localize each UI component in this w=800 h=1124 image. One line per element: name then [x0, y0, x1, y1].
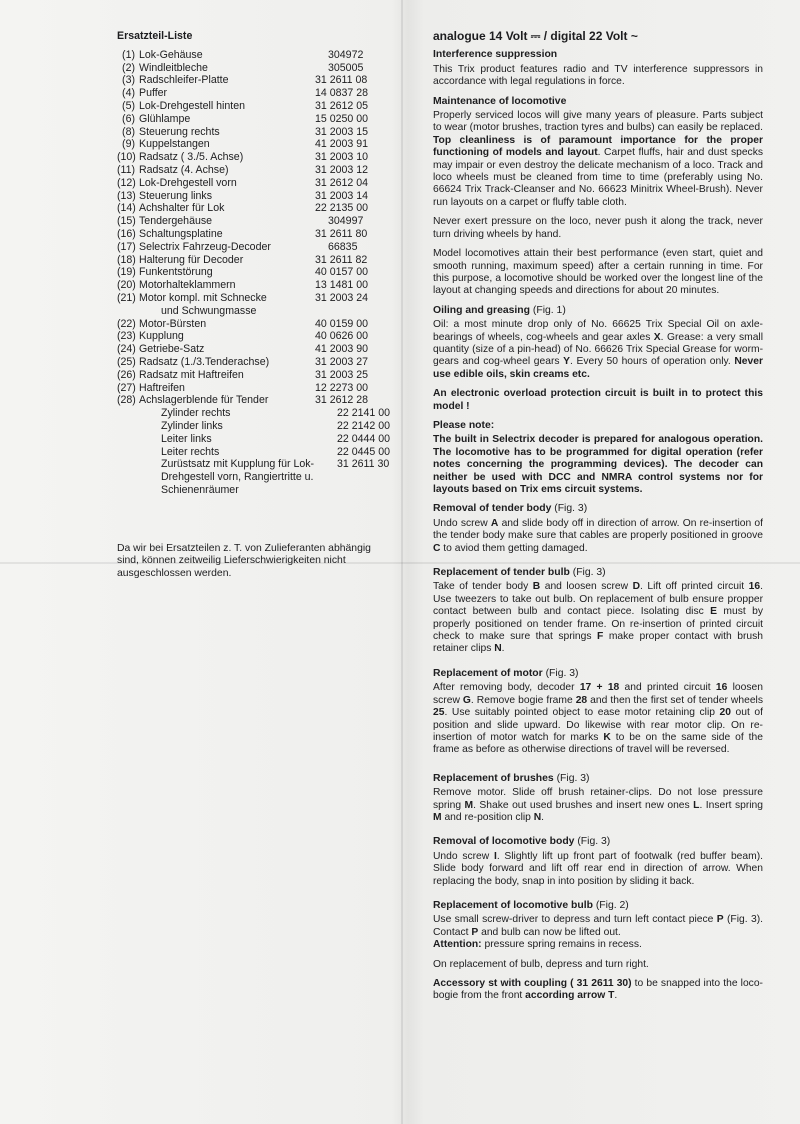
part-article-number: 31 2003 14	[315, 189, 369, 202]
part-article-number: 304997	[328, 215, 364, 228]
interference-heading: Interference suppression	[433, 49, 558, 61]
parts-list-item	[117, 151, 407, 164]
part-number: (12)	[117, 176, 136, 189]
part-name: Halterung für Decoder	[139, 253, 244, 266]
tender-body-heading: Removal of tender body (Fig. 3)	[433, 503, 588, 515]
part-name: Windleitbleche	[139, 61, 208, 74]
part-name: und Schwungmasse	[161, 304, 257, 317]
part-number	[117, 433, 139, 446]
part-name: Leiter rechts	[161, 445, 220, 458]
brushes-heading: Replacement of brushes (Fig. 3)	[433, 772, 590, 784]
part-number: (16)	[117, 227, 136, 240]
oiling-heading: Oiling and greasing (Fig. 1)	[433, 304, 566, 316]
part-name: Radschleifer-Platte	[139, 74, 229, 87]
parts-list-item	[117, 343, 407, 356]
attention-label: Attention:	[433, 939, 482, 951]
cleanliness-emphasis: Top cleanliness is of paramount importance for the proper functioning of models and layout	[433, 134, 763, 159]
part-name: Puffer	[139, 87, 168, 100]
parts-list-item	[117, 433, 407, 446]
parts-list-item	[117, 164, 407, 177]
part-name: Motor kompl. mit Schnecke	[139, 291, 267, 304]
parts-list	[117, 49, 407, 497]
part-number: (1)	[122, 48, 135, 61]
part-article-number: 22 2135 00	[315, 202, 369, 215]
part-number: (26)	[117, 368, 136, 381]
tender-bulb-heading: Replacement of tender bulb (Fig. 3)	[433, 567, 606, 579]
loco-body-heading: Removal of locomotive body (Fig. 3)	[433, 836, 611, 848]
part-number: (21)	[117, 291, 136, 304]
part-number: (15)	[117, 215, 136, 228]
parts-list-item	[117, 471, 407, 484]
part-article-number: 304972	[328, 48, 364, 61]
parts-list-item	[117, 62, 407, 75]
part-name: Zylinder links	[161, 419, 223, 432]
part-number: (6)	[122, 112, 135, 125]
part-name: Radsatz mit Haftreifen	[139, 368, 244, 381]
part-name: Drehgestell vorn, Rangiertritte u.	[161, 471, 314, 484]
parts-list-item	[117, 318, 407, 331]
loco-bulb-text: Use small screw-driver to depress and turn left contact piece P (Fig. 3). Contact P and bulb can now be lifted out. Attention: pressure spring remains in recess.	[433, 914, 763, 951]
parts-list-item	[117, 241, 407, 254]
parts-list-item	[117, 279, 407, 292]
part-article-number: 40 0157 00	[315, 266, 369, 279]
parts-list-item	[117, 369, 407, 382]
part-article-number: 41 2003 90	[315, 343, 369, 356]
parts-list-item	[117, 49, 407, 62]
part-name: Achslagerblende für Tender	[139, 394, 269, 407]
part-number: (18)	[117, 253, 136, 266]
parts-list-item	[117, 190, 407, 203]
part-name: Achshalter für Lok	[139, 202, 225, 215]
parts-list-item	[117, 394, 407, 407]
part-number: (2)	[122, 61, 135, 74]
part-article-number: 31 2003 27	[315, 355, 369, 368]
part-number	[117, 407, 139, 420]
part-number	[117, 471, 139, 484]
part-number: (20)	[117, 279, 136, 292]
parts-list-item	[117, 228, 407, 241]
part-number: (24)	[117, 343, 136, 356]
overload-notice: An electronic overload protection circuit is built in to protect this model !	[433, 388, 763, 412]
part-article-number: 12 2273 00	[315, 381, 369, 394]
part-article-number: 40 0626 00	[315, 330, 369, 343]
parts-list-item	[117, 446, 407, 459]
part-article-number: 22 0444 00	[337, 432, 391, 445]
supply-note: Da wir bei Ersatzteilen z. T. von Zulieferanten abhängig sind, können zeitweilig Lieferschwierigkeiten nicht ausgeschlossen werden.	[117, 542, 371, 580]
maintenance-paragraph-3: Model locomotives attain their best performance (even start, quiet and smooth running, maximum speed) after a certain running in time. For this purpose, a locomotive should be worked over the longest line of the layout at changing speeds and directions for about 20 minutes.	[433, 248, 763, 297]
part-name: Radsatz (1./3.Tenderachse)	[139, 355, 270, 368]
part-article-number: 31 2612 28	[315, 394, 369, 407]
part-number: (5)	[122, 99, 135, 112]
parts-list-item	[117, 177, 407, 190]
part-name: Zylinder rechts	[161, 407, 231, 420]
part-number	[117, 484, 139, 497]
part-article-number: 13 1481 00	[315, 279, 369, 292]
parts-list-item	[117, 266, 407, 279]
tender-body-text: Undo screw A and slide body off in direction of arrow. On re-insertion of the tender body make sure that cables are properly positioned in groove C to aviod them getting damaged.	[433, 517, 763, 554]
part-article-number: 41 2003 91	[315, 138, 369, 151]
parts-list-item	[117, 126, 407, 139]
oiling-text: Oil: a most minute drop only of No. 66625 Trix Special Oil on axle-bearings of wheels, cog-wheels and gear axles X. Grease: a very small quantity (size of a pin-head) of No. 66626 Trix Special Grease for worm-gears and cog-wheel gears Y. Every 50 hours of operation only. Never use edible oils, skin creams etc.	[433, 319, 764, 380]
maintenance-heading: Maintenance of locomotive	[433, 95, 567, 107]
part-article-number: 22 2141 00	[337, 407, 391, 420]
part-number	[117, 420, 139, 433]
part-article-number: 22 0445 00	[337, 445, 391, 458]
part-name: Lok-Drehgestell vorn	[139, 176, 237, 189]
part-number: (14)	[117, 202, 136, 215]
part-name: Leiter links	[161, 432, 212, 445]
part-article-number: 31 2611 80	[315, 227, 368, 240]
part-number: (13)	[117, 189, 136, 202]
parts-list-item	[117, 254, 407, 267]
parts-list-item	[117, 330, 407, 343]
parts-list-item	[117, 113, 407, 126]
part-name: Radsatz ( 3./5. Achse)	[139, 151, 244, 164]
part-number: (9)	[122, 138, 135, 151]
loco-bulb-replace-text: On replacement of bulb, depress and turn right.	[433, 958, 649, 970]
part-name: Zurüstsatz mit Kupplung für Lok-	[161, 458, 315, 471]
part-article-number: 31 2611 82	[315, 253, 368, 266]
part-name: Lok-Gehäuse	[139, 48, 203, 61]
part-article-number: 31 2612 05	[315, 99, 369, 112]
parts-list-item	[117, 138, 407, 151]
please-note-heading: Please note:	[433, 419, 495, 431]
part-name: Kupplung	[139, 330, 184, 343]
part-name: Getriebe-Satz	[139, 343, 205, 356]
parts-list-section	[117, 30, 407, 581]
parts-list-title: Ersatzteil-Liste	[117, 30, 193, 42]
parts-list-item	[117, 87, 407, 100]
voltage-title: analogue 14 Volt ⎓ / digital 22 Volt ~	[433, 29, 638, 43]
part-article-number: 31 2611 30	[337, 458, 390, 471]
part-number	[117, 305, 139, 318]
parts-list-item	[117, 420, 407, 433]
part-article-number: 31 2003 25	[315, 368, 369, 381]
part-number	[117, 446, 139, 459]
part-number: (10)	[117, 151, 136, 164]
parts-list-item	[117, 458, 407, 471]
part-name: Steuerung links	[139, 189, 213, 202]
part-article-number: 31 2612 04	[315, 176, 369, 189]
parts-list-item	[117, 215, 407, 228]
parts-list-item	[117, 407, 407, 420]
loco-bulb-heading: Replacement of locomotive bulb (Fig. 2)	[433, 899, 629, 911]
part-name: Radsatz (4. Achse)	[139, 163, 229, 176]
part-number: (4)	[122, 87, 135, 100]
brushes-text: Remove motor. Slide off brush retainer-clips. Do not lose pressure spring M. Shake out used brushes and insert new ones L. Insert spring M and re-position clip N.	[433, 787, 764, 823]
part-number	[117, 458, 139, 471]
part-article-number: 31 2003 24	[315, 291, 369, 304]
part-article-number: 40 0159 00	[315, 317, 369, 330]
part-number: (19)	[117, 266, 136, 279]
part-number: (11)	[117, 163, 136, 176]
part-number: (28)	[117, 394, 136, 407]
part-article-number: 22 2142 00	[337, 419, 391, 432]
part-article-number: 14 0837 28	[315, 87, 369, 100]
parts-list-item	[117, 100, 407, 113]
part-number: (22)	[117, 317, 136, 330]
part-name: Motor-Bürsten	[139, 317, 207, 330]
part-article-number: 66835	[328, 240, 358, 253]
part-article-number: 305005	[328, 61, 364, 74]
part-number: (8)	[122, 125, 135, 138]
part-name: Schaltungsplatine	[139, 227, 223, 240]
part-name: Motorhalteklammern	[139, 279, 236, 292]
part-name: Steuerung rechts	[139, 125, 220, 138]
parts-list-item	[117, 382, 407, 395]
maintenance-paragraph-2: Never exert pressure on the loco, never push it along the track, never turn driving wheels by hand.	[433, 216, 763, 240]
part-number: (17)	[117, 240, 136, 253]
part-article-number: 31 2003 12	[315, 163, 369, 176]
part-name: Haftreifen	[139, 381, 185, 394]
parts-list-item	[117, 484, 407, 497]
loco-body-text: Undo screw I. Slightly lift up front part of footwalk (red buffer beam). Slide body forward and lift off rear end in direction of arrow. When replacing the body, snap in into position by sliding it back.	[433, 850, 763, 887]
parts-list-item	[117, 292, 407, 305]
instructions-section	[433, 30, 763, 1010]
tender-bulb-text: Take of tender body B and loosen screw D. Lift off printed circuit 16. Use tweezers to take out bulb. On replacement of bulb ensure propper contact between bulb and contact piece. Isolating disc E must by properly positioned on tender frame. On re-insertion of printed circuit check to make sure that springs F make proper contact with brush retainer clips N.	[433, 581, 764, 655]
parts-list-item	[117, 305, 407, 318]
part-name: Lok-Drehgestell hinten	[139, 99, 245, 112]
part-name: Funkentstörung	[139, 266, 213, 279]
parts-list-item	[117, 356, 407, 369]
part-number: (3)	[122, 74, 135, 87]
part-article-number: 31 2003 10	[315, 151, 369, 164]
part-number: (25)	[117, 355, 136, 368]
part-name: Selectrix Fahrzeug-Decoder	[139, 240, 271, 253]
part-name: Kuppelstangen	[139, 138, 210, 151]
maintenance-paragraph-1: Properly serviced locos will give many years of pleasure. Parts subject to wear (motor brushes, traction tyres and bulbs) can easily be replaced. Top cleanliness is of paramount importance for the proper functioning of models and layout. Carpet fluffs, hair and dust specks may impair or even destroy the delicate mechanism of a loco. Track and loco wheels must be cleaned from time to time (preferably using No. 66624 Trix Track-Cleanser and No. 66623 Minitrix Wheel-Brush). Never run layouts on a carpet or fluffy table cloth.	[433, 110, 763, 208]
motor-heading: Replacement of motor (Fig. 3)	[433, 667, 579, 679]
part-number: (27)	[117, 381, 136, 394]
please-note-text: The built in Selectrix decoder is prepared for analogous operation. The locomotive has to be programmed for digital operation (refer notes concerning the programming devices). The decoder can neither be used with DCC and NMRA control systems nor for layouts based on Trix ems circuit systems.	[433, 434, 763, 495]
interference-text: This Trix product features radio and TV interference suppressors in accordance with legal regulations in force.	[433, 63, 763, 88]
part-article-number: 31 2611 08	[315, 74, 368, 87]
part-number: (23)	[117, 330, 136, 343]
part-name: Glühlampe	[139, 112, 191, 125]
part-article-number: 31 2003 15	[315, 125, 369, 138]
accessory-text: Accessory st with coupling ( 31 2611 30) to be snapped into the loco-bogie from the front according arrow T.	[433, 978, 763, 1002]
parts-list-item	[117, 202, 407, 215]
motor-text: After removing body, decoder 17 + 18 and printed circuit 16 loosen screw G. Remove bogie frame 28 and then the first set of tender wheels 25. Use suitably pointed object to ease motor retaining clip 20 out of position and slide upward. Do likewise with rear motor clip. On re-insertion of motor watch for marks K to be on the same side of the frame as before as otherwise directions of travel will be reversed.	[433, 682, 764, 756]
part-article-number: 15 0250 00	[315, 112, 369, 125]
part-name: Tendergehäuse	[139, 215, 213, 228]
part-name: Schienenräumer	[161, 483, 239, 496]
parts-list-item	[117, 74, 407, 87]
oiling-warning: Never use edible oils, skin creams etc.	[433, 356, 763, 380]
